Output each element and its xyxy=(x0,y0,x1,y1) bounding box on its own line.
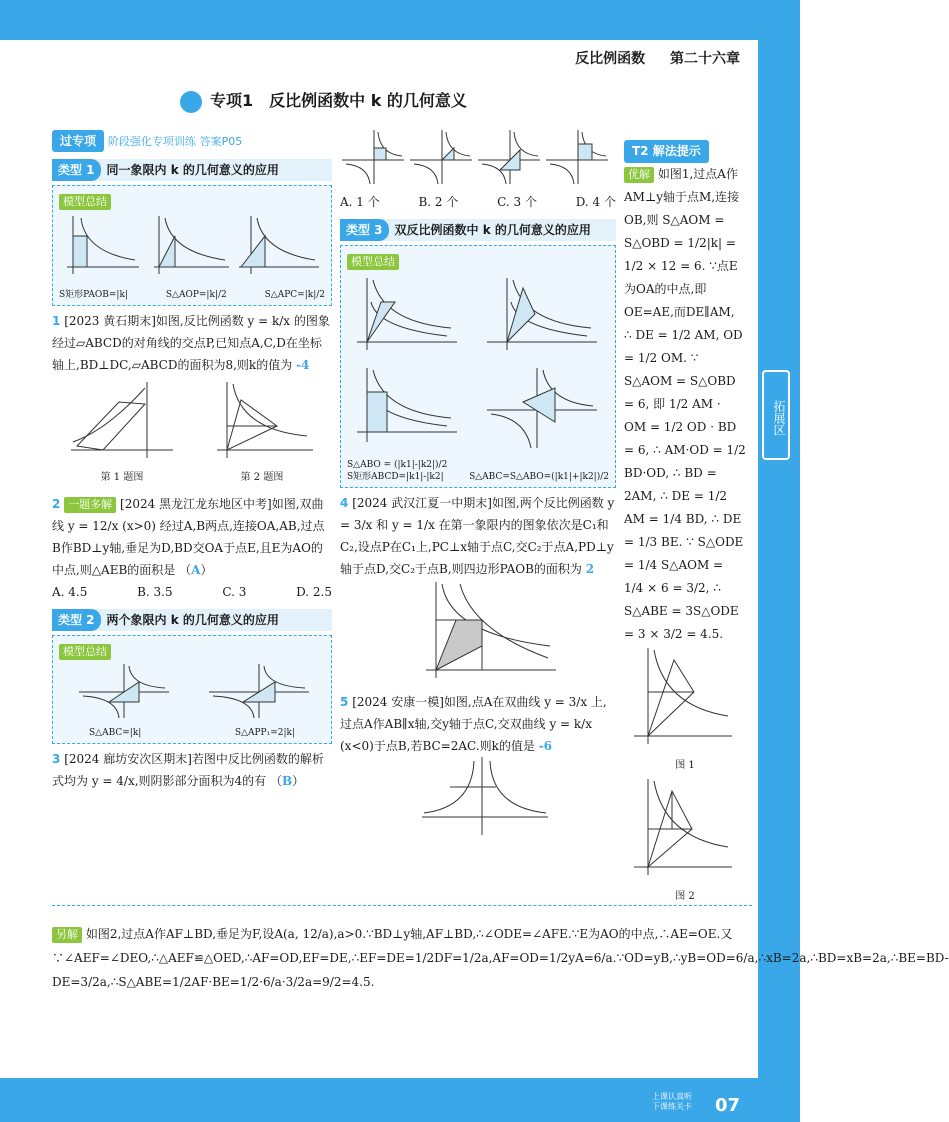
q3-answer: B xyxy=(282,774,293,788)
answer-ref[interactable]: 答案P05 xyxy=(199,135,243,148)
type2-model-graphs xyxy=(59,662,325,720)
hint-caption-1: 图 1 xyxy=(675,760,695,771)
type3-formula-2: S矩形ABCD=|k1|-|k2| xyxy=(347,472,444,482)
q3-option-d[interactable]: D. 4 个 xyxy=(575,195,616,209)
type3-label: 类型 3 xyxy=(340,219,389,241)
title-text: 专项1 反比例函数中 k 的几何意义 xyxy=(210,91,467,110)
type1-model-graphs xyxy=(59,212,325,282)
hint-figure-2 xyxy=(624,777,734,877)
q2-text: [2024 黑龙江龙东地区中考]如图,双曲线 y = 12/x (x>0) 经过A,B两点,连接OA,AB,过点B作BD⊥y轴,垂足为D,BD交OA于点E,且E为AO的中点,则△AEB的面积是 xyxy=(52,497,325,577)
q3-option-c[interactable]: C. 3 个 xyxy=(497,195,537,209)
top-band xyxy=(0,0,800,40)
q3-option-figures xyxy=(340,130,610,184)
q5-figure xyxy=(420,757,550,837)
type3-formula-1: S△ABO = (|k1|-|k2|)/2 xyxy=(347,460,448,470)
q5-answer: -6 xyxy=(538,739,553,753)
q1-text: [2023 黄石期末]如图,反比例函数 y = k/x 的图象经过▱ABCD的对角线的交点P,已知点A,C,D在坐标轴上,BD⊥DC,▱ABCD的面积为8,则k的值为 xyxy=(52,314,330,372)
q2-caption: 第 2 题图 xyxy=(240,472,284,483)
q2-options xyxy=(52,581,332,603)
q2-answer: A xyxy=(191,563,201,577)
type3-bar xyxy=(340,219,616,241)
alt-label: 另解 xyxy=(52,927,82,943)
type3-model-graphs xyxy=(347,272,609,452)
type2-model-label: 模型总结 xyxy=(59,644,111,660)
type3-formula-3: S△ABC=S△ABO=(|k1|+|k2|)/2 xyxy=(469,472,609,482)
q4-number: 4 xyxy=(340,496,349,510)
q5-number: 5 xyxy=(340,695,349,709)
q4-answer: 2 xyxy=(585,562,595,576)
type1-model-label: 模型总结 xyxy=(59,194,111,210)
q2-option-a[interactable]: A. 4.5 xyxy=(52,585,88,599)
q2-number: 2 xyxy=(52,497,61,511)
type1-model-box xyxy=(52,185,332,306)
q1-q2-figures xyxy=(52,380,332,489)
type2-bar xyxy=(52,609,332,631)
mascot-icon xyxy=(180,91,202,113)
type2-formula-1: S△ABC=|k| xyxy=(89,728,142,738)
type1-formula-2: S△AOP=|k|/2 xyxy=(165,290,227,300)
hint-label: T2 解法提示 xyxy=(624,140,709,163)
q2-option-d[interactable]: D. 2.5 xyxy=(296,585,332,599)
hint-caption-2: 图 2 xyxy=(675,891,695,902)
q2-option-c[interactable]: C. 3 xyxy=(222,585,247,599)
q1-answer: -4 xyxy=(296,358,310,372)
alternative-solution xyxy=(52,922,949,994)
page-title xyxy=(180,88,467,113)
q1-figure xyxy=(67,380,177,460)
column-3 xyxy=(624,140,746,908)
q3-options xyxy=(340,191,616,213)
page-header xyxy=(555,48,740,68)
chapter-number: 第二十六章 xyxy=(670,51,740,67)
type1-title: 同一象限内 k 的几何意义的应用 xyxy=(106,163,279,177)
section-header xyxy=(52,130,332,153)
type2-model-box xyxy=(52,635,332,744)
q4-text: [2024 武汉江夏一中期末]如图,两个反比例函数 y = 3/x 和 y = 1/x 在第一象限内的图象依次是C₁和C₂,设点P在C₁上,PC⊥x轴于点C,交C₂于点A,PD⊥y轴于点D,交C₂于点B,则四边形PAOB的面积为 xyxy=(340,496,615,576)
question-3: 3 [2024 廊坊安次区期末]若图中反比例函数的解析式均为 y = 4/x,则阴影部分面积为4的有 （B） xyxy=(52,752,324,788)
q2-figure xyxy=(207,380,317,460)
hint-figure-1 xyxy=(624,646,734,746)
type1-label: 类型 1 xyxy=(52,159,101,181)
type3-title: 双反比例函数中 k 的几何意义的应用 xyxy=(394,223,591,237)
type1-formula-1: S矩形PAOB=|k| xyxy=(59,290,128,300)
q5-text: [2024 安康一模]如图,点A在双曲线 y = 3/x 上,过点A作AB∥x轴,交y轴于点C,交双曲线 y = k/x (x<0)于点B,若BC=2AC.则k的值是 xyxy=(340,695,607,753)
type1-formula-3: S△APC=|k|/2 xyxy=(264,290,325,300)
section-sub: 阶段强化专项训练 xyxy=(107,135,196,148)
q2-option-b[interactable]: B. 3.5 xyxy=(137,585,173,599)
question-1 xyxy=(52,310,332,376)
hint-text: 如图1,过点A作AM⊥y轴于点M,连接OB,则 S△AOM = S△OBD = 1/2|k| = 1/2 × 12 = 6. ∵点E为OA的中点,即OE=AE,而DE∥AM, ∴ DE = 1/2 AM, OD = 1/2 OM. ∵ S△AOM = S△OBD = 6, 即 1/2 AM · OM = 1/2 OD · BD = 6, ∴ AM·OD = 1/2 BD·OD, ∴ BD = 2AM, ∴ DE = 1/2 AM = 1/4 BD, ∴ DE = 1/3 BE. ∵ S△ODE = 1/4 S△AOM = 1/4 × 6 = 3/2, ∴ S△ABE = 3S△ODE = 3 × 3/2 = 4.5. xyxy=(624,167,746,641)
hint-method: 优解 xyxy=(624,167,654,183)
type1-bar xyxy=(52,159,332,181)
column-2 xyxy=(340,130,616,844)
type2-label: 类型 2 xyxy=(52,609,101,631)
q3-number: 3 xyxy=(52,752,61,766)
side-tab: 拓展区 xyxy=(762,370,790,460)
q1-caption: 第 1 题图 xyxy=(100,472,144,483)
q3-option-b[interactable]: B. 2 个 xyxy=(418,195,459,209)
q1-number: 1 xyxy=(52,314,61,328)
section-label: 过专项 xyxy=(52,130,104,152)
q4-figure xyxy=(420,580,560,680)
q3-option-a[interactable]: A. 1 个 xyxy=(340,195,380,209)
column-1 xyxy=(52,130,332,792)
q3-text: [2024 廊坊安次区期末]若图中反比例函数的解析式均为 y = 4/x,则阴影部分面积为4的有 xyxy=(52,752,324,788)
q2-tag: 一题多解 xyxy=(64,497,116,513)
chapter-title: 反比例函数 xyxy=(575,51,646,67)
footer-slogan: 上课认真听 下课练关卡 xyxy=(652,1092,692,1111)
type2-title: 两个象限内 k 的几何意义的应用 xyxy=(106,613,279,627)
type2-formula-2: S△APP₁=2|k| xyxy=(234,728,295,738)
type3-model-label: 模型总结 xyxy=(347,254,399,270)
question-5 xyxy=(340,691,616,757)
question-2: 2 一题多解 [2024 黑龙江龙东地区中考]如图,双曲线 y = 12/x (x>0) 经过A,B两点,连接OA,AB,过点B作BD⊥y轴,垂足为D,BD交OA于点E,且E为AO的中点,则△AEB的面积是 （A） xyxy=(52,497,325,577)
question-4 xyxy=(340,492,616,580)
divider xyxy=(52,905,752,906)
type3-model-box xyxy=(340,245,616,488)
page-number: 07 xyxy=(714,1095,740,1116)
alt-text: 如图2,过点A作AF⊥BD,垂足为F,设A(a, 12/a),a>0.∵BD⊥y轴,AF⊥BD,∴∠ODE=∠AFE.∵E为AO的中点,∴AE=OE.又∵∠AEF=∠DEO,∴△AEF≌△OED,∴AF=OD,EF=DE,∴EF=DE=1/2DF=1/2a,AF=OD=1/2yA=6/a.∵OD=yB,∴yB=OD=6/a,∴xB=2a,∴BD=xB=2a,∴BE=BD-DE=3/2a,∴S△ABE=1/2AF·BE=1/2·6/a·3/2a=9/2=4.5. xyxy=(52,927,949,989)
